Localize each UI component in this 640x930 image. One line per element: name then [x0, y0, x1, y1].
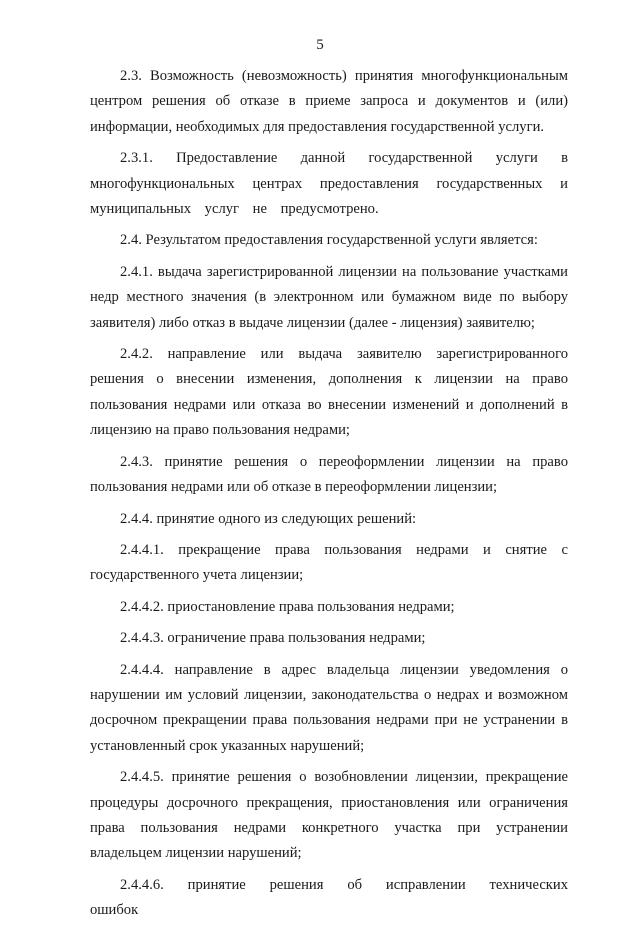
paragraph-2-4-4-1: 2.4.4.1. прекращение права пользования недрами и снятие с государственного учета лицензии;	[90, 541, 568, 584]
paragraph-2-3: 2.3. Возможность (невозможность) принятия многофункциональным центром решения об отказе в приеме запроса и документов и (или) информации, необходимых для предоставления государственной услуги.	[90, 68, 568, 135]
paragraph-2-3-1: 2.3.1. Предоставление данной государственной услуги в многофункциональных центрах предоставления государственных и муниципальных услуг не предусмотрено.	[90, 150, 568, 218]
page-number: 5	[316, 37, 324, 53]
paragraph-2-4-2: 2.4.2. направление или выдача заявителю зарегистрированного решения о внесении изменения, дополнения к лицензии на право пользования недрами или отказа во внесении изменений и дополнений в лицензию на право пользования недрами;	[90, 346, 568, 439]
paragraph-2-4: 2.4. Результатом предоставления государственной услуги является:	[120, 232, 538, 249]
paragraph-2-4-4-5: 2.4.4.5. принятие решения о возобновлении лицензии, прекращение процедуры досрочного прекращения, приостановления или ограничения права пользования недрами конкретного участка при устранении владельцем лицензии нарушений;	[90, 769, 568, 862]
paragraph-2-4-4-3: 2.4.4.3. ограничение права пользования недрами;	[120, 630, 426, 647]
document-body	[90, 64, 568, 930]
paragraph-2-4-4: 2.4.4. принятие одного из следующих решений:	[120, 510, 417, 527]
paragraph-2-4-4-6: 2.4.4.6. принятие решения об исправлении технических ошибок	[90, 876, 568, 919]
paragraph-2-4-4-4: 2.4.4.4. направление в адрес владельца лицензии уведомления о нарушении им условий лицензии, законодательства о недрах и возможном досрочном прекращении права пользования недрами при не устранении в установленный срок указанных нарушений;	[90, 661, 568, 754]
paragraph-2-4-3: 2.4.3. принятие решения о переоформлении лицензии на право пользования недрами или об отказе в переоформлении лицензии;	[90, 453, 568, 496]
paragraph-2-4-4-2: 2.4.4.2. приостановление права пользования недрами;	[120, 598, 455, 615]
paragraph-2-4-1: 2.4.1. выдача зарегистрированной лицензии на пользование участками недр местного значения (в электронном или бумажном виде по выбору заявителя) либо отказ в выдаче лицензии (далее - лицензия) заявителю;	[90, 263, 568, 331]
